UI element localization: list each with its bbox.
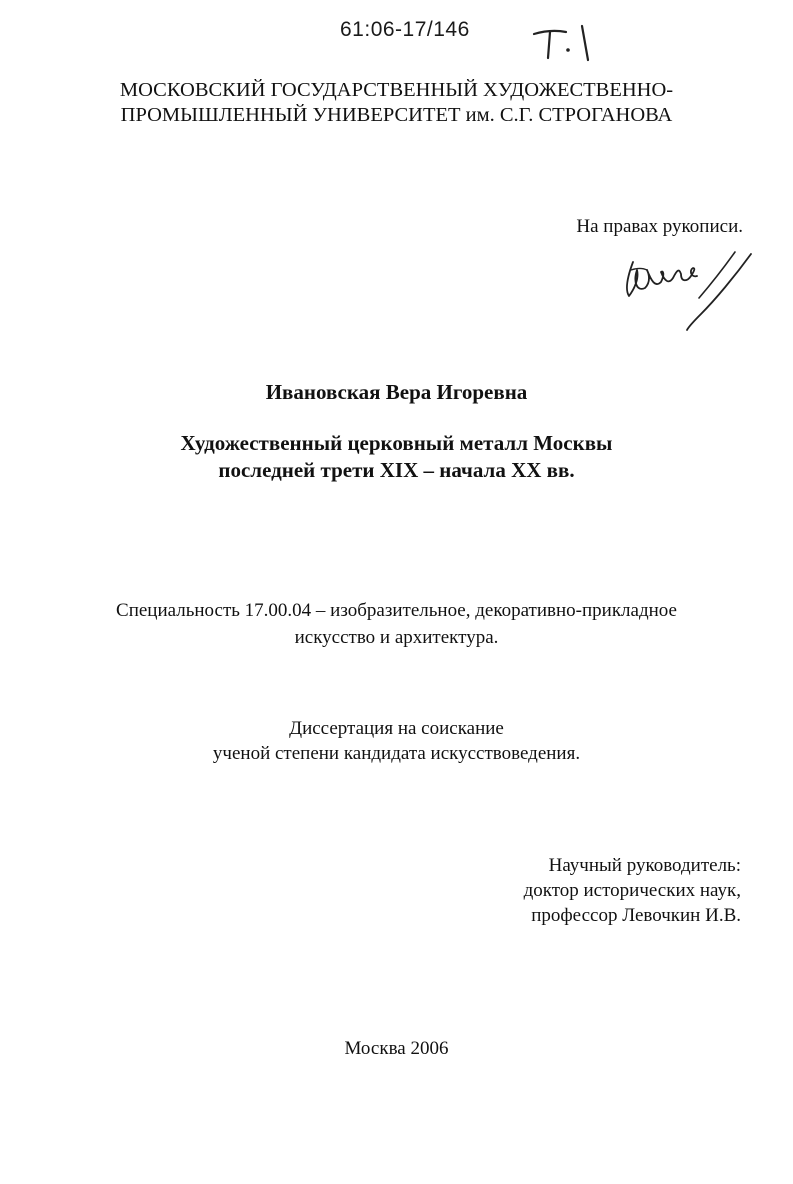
place-and-year: Москва 2006 [344,1038,449,1059]
catalog-number: 61:06-17/146 [340,18,470,41]
university-name [0,78,793,128]
dissertation-degree [0,716,793,766]
title-line-1: Художественный церковный металл Москвы [180,431,613,455]
author-name: Ивановская Вера Игоревна [265,380,528,404]
specialty-line-2: искусство и архитектура. [294,627,499,648]
advisor-line-2: доктор исторических наук, [523,880,741,901]
rights-note: На правах рукописи. [576,216,743,237]
specialty [0,597,793,651]
scientific-advisor [524,853,741,928]
handwritten-volume-mark [530,20,600,62]
advisor-line-1: Научный руководитель: [548,855,741,876]
university-line-1: МОСКОВСКИЙ ГОСУДАРСТВЕННЫЙ ХУДОЖЕСТВЕННО- [119,79,674,101]
dissertation-line-1: Диссертация на соискание [289,718,504,739]
dissertation-title [0,430,793,484]
advisor-line-3: профессор Левочкин И.В. [531,905,741,926]
specialty-line-1: Специальность 17.00.04 – изобразительное, декоративно-прикладное [116,600,677,621]
dissertation-line-2: ученой степени кандидата искусствоведения. [212,743,581,764]
title-line-2: последней трети XIX – начала XX вв. [218,458,575,482]
handwritten-signature [615,248,765,333]
university-line-2: ПРОМЫШЛЕННЫЙ УНИВЕРСИТЕТ им. С.Г. СТРОГАНОВА [120,104,673,126]
